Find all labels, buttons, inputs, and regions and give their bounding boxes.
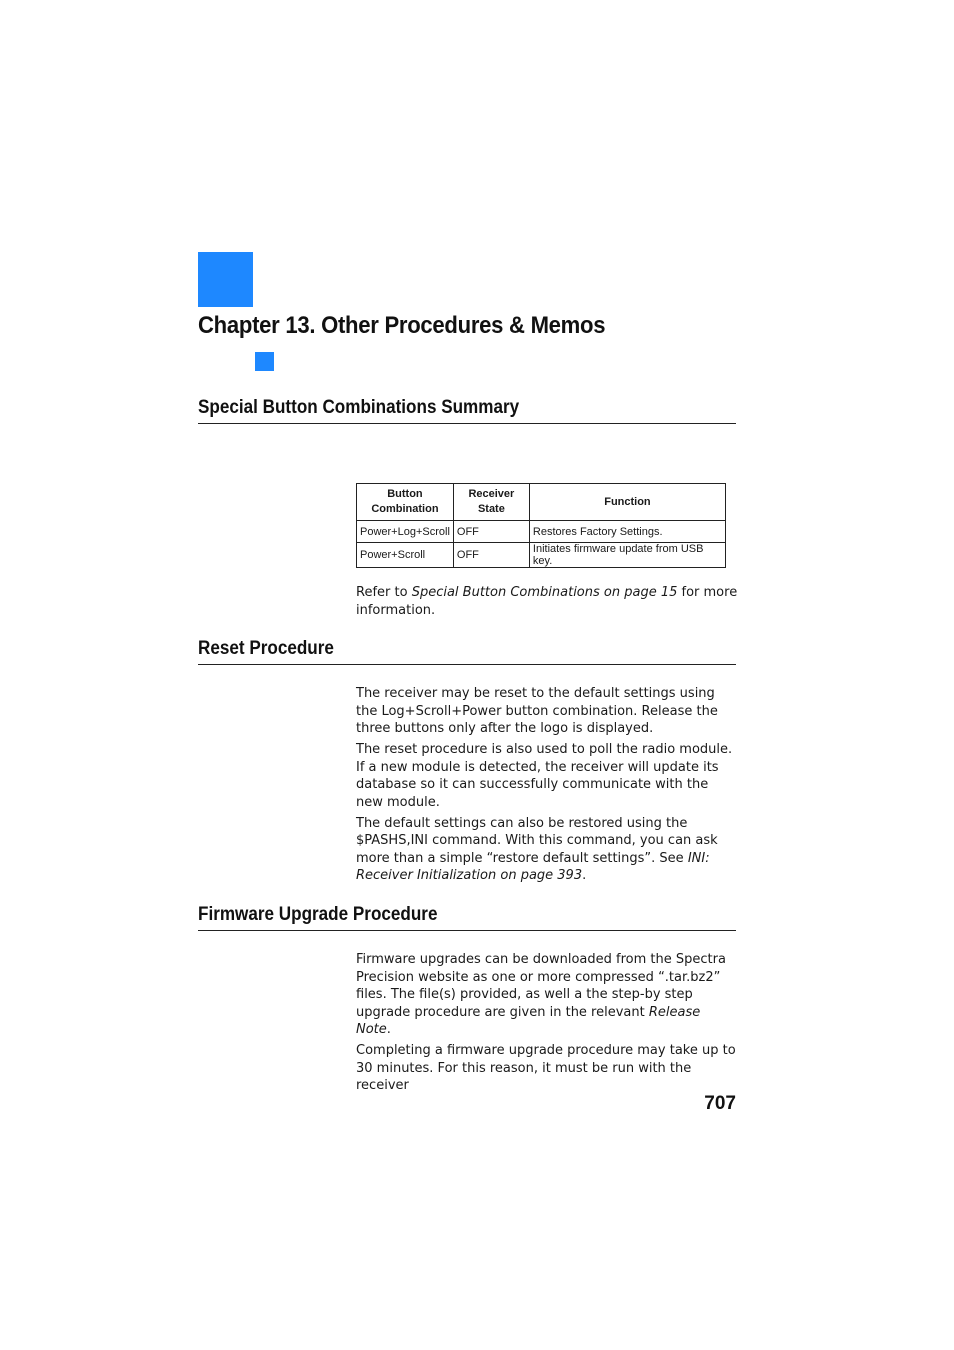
reset-p3-suffix: . [582,868,587,883]
refer-suffix: for more information. [356,585,738,618]
table-cell: Power+Log+Scroll [357,521,454,543]
section-heading-buttons-text: Special Button Combinations Summary [198,397,520,418]
section-heading-reset [198,638,736,665]
reset-paragraph-3 [356,815,738,885]
chapter-title: Chapter 13. Other Procedures & Memos [198,312,606,339]
firmware-body [356,951,738,1098]
section-heading-firmware-text: Firmware Upgrade Procedure [198,904,438,925]
table-header-cell: Function [529,484,725,521]
table-header-row [357,484,726,521]
firmware-p1-suffix: . [386,1022,391,1037]
reset-paragraph-1: The receiver may be reset to the default settings using the Log+Scroll+Power button combination. Release the three buttons only after the logo is displayed. [356,686,718,736]
table-header-cell: Receiver State [453,484,529,521]
section-heading-reset-text: Reset Procedure [198,638,334,659]
table-cell: OFF [453,543,529,568]
cross-reference-link[interactable]: Special Button Combinations on page 15 [411,585,678,600]
page-number: 707 [704,1093,736,1114]
table-cell: OFF [453,521,529,543]
firmware-paragraph-2: Completing a firmware upgrade procedure may take up to 30 minutes. For this reason, it must be run with the receiver [356,1043,736,1093]
refer-paragraph [356,584,738,619]
button-combinations-table [356,483,726,568]
refer-paragraph-block [356,584,738,623]
section-heading-buttons [198,397,736,424]
firmware-p1-prefix: Firmware upgrades can be downloaded from the Spectra Precision website as one or more compressed “.tar.bz2” files. The file(s) provided, as well a the step-by step upgrade procedure are given in the relevant [356,952,726,1020]
chapter-marker-small [255,352,274,371]
table-cell: Initiates firmware update from USB key. [529,543,725,568]
reset-body [356,685,738,888]
chapter-marker-large [198,252,253,307]
table-header-cell: Button Combination [357,484,454,521]
table-row [357,543,726,568]
refer-prefix: Refer to [356,585,412,600]
table-row [357,521,726,543]
cross-reference-link[interactable]: INI: Receiver Initialization on page 393 [356,850,710,883]
section-heading-firmware [198,904,736,931]
reset-paragraph-2: The reset procedure is also used to poll the radio module. If a new module is detected, the receiver will update its database so it can successfully communicate with the new module. [356,742,733,810]
reset-p3-prefix: The default settings can also be restored using the $PASHS,INI command. With this command, you can ask more than a simple “restore default settings”. See [356,815,718,866]
firmware-paragraph-1 [356,951,738,1039]
table-cell: Power+Scroll [357,543,454,568]
table-cell: Restores Factory Settings. [529,521,725,543]
release-note-reference: Release Note [356,1004,701,1037]
